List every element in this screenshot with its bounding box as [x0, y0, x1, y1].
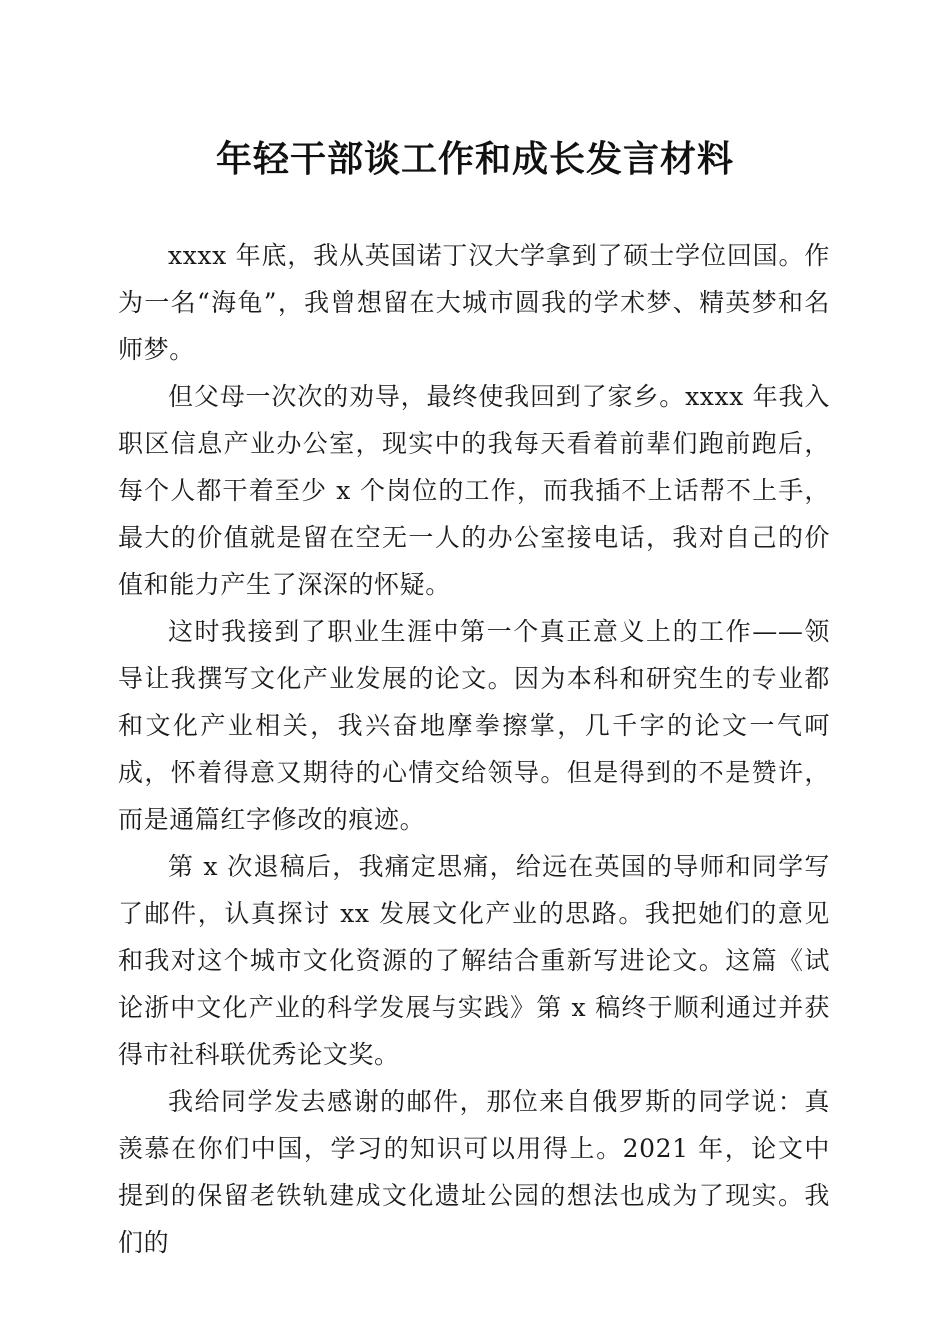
document-title: 年轻干部谈工作和成长发言材料	[215, 138, 734, 180]
paragraph: 这时我接到了职业生涯中第一个真正意义上的工作——领导让我撰写文化产业发展的论文。因为本科和研究生的专业都和文化产业相关，我兴奋地摩拳擦掌，几千字的论文一气呵成，怀着得意又期待的心情交给领导。但是得到的不是赞许，而是通篇红字修改的痕迹。	[118, 617, 830, 834]
paragraph: 第 x 次退稿后，我痛定思痛，给远在英国的导师和同学写了邮件，认真探讨 xx 发展文化产业的思路。我把她们的意见和我对这个城市文化资源的了解结合重新写进论文。这篇《试论浙中文化产业的科学发展与实践》第 x 稿终于顺利通过并获得市社科联优秀论文奖。	[118, 852, 830, 1069]
paragraph: 我给同学发去感谢的邮件，那位来自俄罗斯的同学说：真羡慕在你们中国，学习的知识可以用得上。2021 年，论文中提到的保留老铁轨建成文化遗址公园的想法也成为了现实。我们的	[118, 1087, 830, 1257]
paragraph: xxxx 年底，我从英国诺丁汉大学拿到了硕士学位回国。作为一名“海龟”，我曾想留在大城市圆我的学术梦、精英梦和名师梦。	[118, 241, 830, 364]
paragraph: 但父母一次次的劝导，最终使我回到了家乡。xxxx 年我入职区信息产业办公室，现实中的我每天看着前辈们跑前跑后，每个人都干着至少 x 个岗位的工作，而我插不上话帮不上手，最大的价值就是留在空无一人的办公室接电话，我对自己的价值和能力产生了深深的怀疑。	[118, 382, 830, 599]
document-body	[118, 232, 830, 1266]
